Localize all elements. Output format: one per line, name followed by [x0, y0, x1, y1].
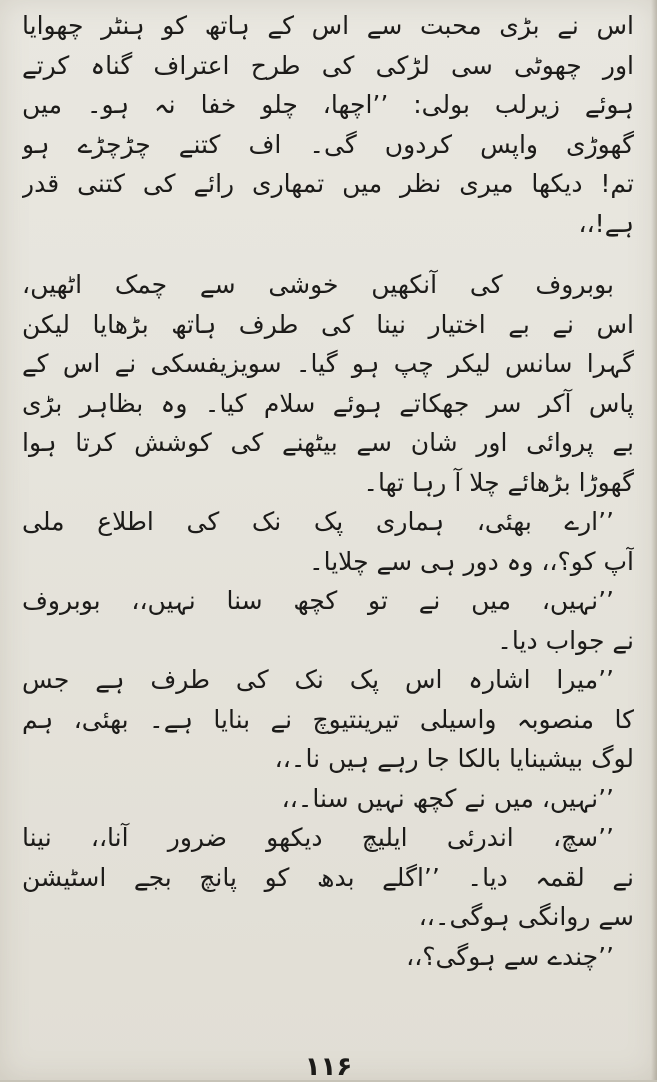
- text-line: نے لقمہ دیا۔ ’’اگلے بدھ کو پانچ بجے اسٹیشن: [22, 862, 634, 892]
- text-line: نے جواب دیا۔: [497, 625, 634, 655]
- text-line: لوگ بیشینایا بالکا جا رہے ہیں نا۔،،: [274, 744, 634, 773]
- text-line: ’’ارے بھئی، ہماری پک نک کی اطلاع ملی: [22, 507, 614, 536]
- text-line: سے روانگی ہوگی۔،،: [418, 902, 634, 931]
- text-line: اور چھوٹی سی لڑکی کی طرح اعتراف گناہ کرتے: [22, 50, 634, 80]
- text-line: ’’چندے سے ہوگی؟،،: [406, 941, 614, 971]
- text-line: ہوئے زیرلب بولی: ’’اچھا، چلو خفا نہ ہو۔ میں: [22, 90, 634, 119]
- text-line: اس نے بڑی محبت سے اس کے ہاتھ کو ہنٹر چھوایا: [22, 11, 634, 40]
- text-line: اس نے بے اختیار نینا کی طرف ہاتھ بڑھایا لیکن: [22, 309, 634, 339]
- text-line: پاس آکر سر جھکاتے ہوئے سلام کیا۔ وہ بظاہر بڑی: [22, 388, 634, 418]
- text-line: ’’سچ، اندرئی ایلیچ دیکھو ضرور آنا،، نینا: [22, 823, 614, 852]
- text-line: گھوڑی واپس کردوں گی۔ اف کتنے چڑچڑے ہو: [22, 129, 634, 159]
- page-edge-shadow: [651, 0, 657, 1080]
- text-line: ’’نہیں، میں نے کچھ نہیں سنا۔،،: [281, 783, 614, 813]
- text-line: بوبروف کی آنکھیں خوشی سے چمک اٹھیں،: [22, 270, 614, 299]
- text-line: ہے!،،: [578, 208, 634, 238]
- text-line: گہرا سانس لیکر چپ ہو گیا۔ سویزیفسکی نے اس کے: [22, 349, 634, 378]
- text-line: بے پروائی اور شان سے بیٹھنے کی کوشش کرتا ہوا: [22, 428, 634, 457]
- text-line: ’’میرا اشارہ اس پک نک کی طرف ہے جس: [22, 665, 614, 694]
- paragraph-gap: [22, 243, 634, 265]
- text-line: گھوڑا بڑھائے چلا آ رہا تھا۔: [363, 467, 634, 497]
- page-text: [22, 6, 634, 976]
- page-number: ۱۱۶: [304, 1052, 353, 1082]
- text-line: ’’نہیں، میں نے تو کچھ سنا نہیں،، بوبروف: [22, 586, 614, 615]
- text-line: آپ کو؟،، وہ دور ہی سے چلایا۔: [308, 546, 634, 576]
- text-line: کا منصوبہ واسیلی تیرینتیوچ نے بنایا ہے۔ بھئی، ہم: [22, 704, 634, 734]
- text-line: تم! دیکھا میری نظر میں تمھاری رائے کی کتنی قدر: [22, 169, 634, 198]
